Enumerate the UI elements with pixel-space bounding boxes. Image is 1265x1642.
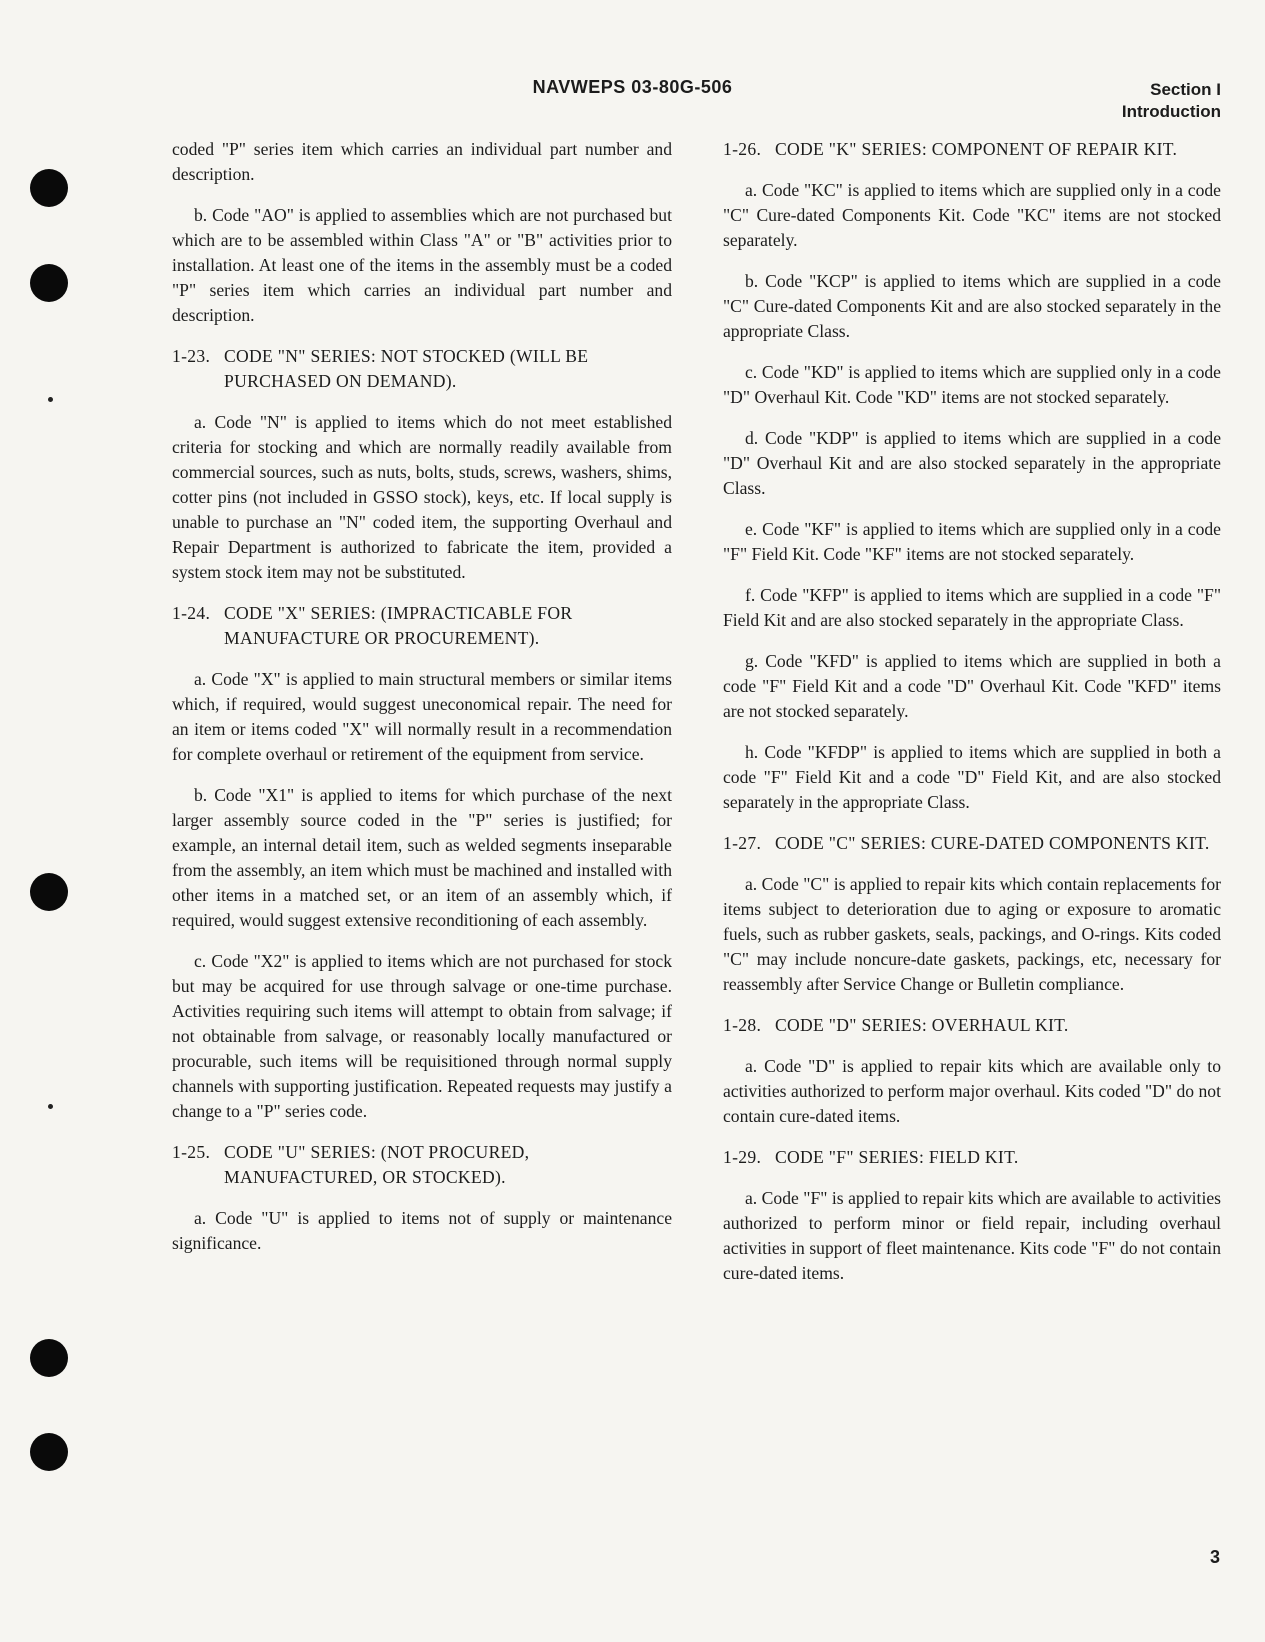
binder-hole — [30, 169, 68, 207]
page-number: 3 — [1209, 1547, 1220, 1567]
paragraph: a. Code "N" is applied to items which do not meet established criteria for stocking and which are normally readily available from commercial sources, such as nuts, bolts, studs, screws, washers, shims, cotter pins (not included in GSSO stock), keys, etc. If local supply is unable to purchase an "N" coded item, the supporting Overhaul and Repair Department is authorized to fabricate the item, provided a system stock item may not be substituted. — [172, 412, 672, 582]
section-heading-1-25 — [172, 1140, 672, 1190]
binder-hole — [30, 873, 68, 911]
section-heading-1-28 — [723, 1013, 1221, 1038]
heading-number: 1-28. — [723, 1015, 762, 1035]
heading-number: 1-23. — [172, 346, 211, 366]
heading-text: CODE "F" SERIES: FIELD KIT. — [775, 1147, 1019, 1167]
section-heading-1-26 — [723, 137, 1221, 162]
binder-dot — [48, 1104, 53, 1109]
section-label: Section I — [1150, 80, 1221, 99]
heading-number: 1-27. — [723, 833, 762, 853]
paragraph: a. Code "X" is applied to main structural members or similar items which, if required, would suggest uneconomical repair. The need for an item or items coded "X" will normally result in a recommendation for complete overhaul or retirement of the equipment from service. — [172, 669, 672, 764]
heading-text: CODE "C" SERIES: CURE-DATED COMPONENTS KIT. — [775, 833, 1210, 853]
heading-text: CODE "K" SERIES: COMPONENT OF REPAIR KIT. — [775, 139, 1178, 159]
right-column — [723, 137, 1221, 1302]
heading-text: CODE "N" SERIES: NOT STOCKED (WILL BE PURCHASED ON DEMAND). — [224, 346, 589, 391]
heading-text: CODE "D" SERIES: OVERHAUL KIT. — [775, 1015, 1069, 1035]
section-heading-1-29 — [723, 1145, 1221, 1170]
section-heading-1-27 — [723, 831, 1221, 856]
paragraph: b. Code "X1" is applied to items for which purchase of the next larger assembly source coded in the "P" series is justified; for example, an internal detail item, such as welded segments inseparable from the assembly, an item which must be machined and installed with other items in a matched set, or an item of an assembly which, if required, would suggest extensive reconditioning of each assembly. — [172, 785, 672, 930]
paragraph: f. Code "KFP" is applied to items which are supplied in a code "F" Field Kit and are also stocked separately in the appropriate Class. — [723, 585, 1221, 630]
binder-hole — [30, 1433, 68, 1471]
heading-text: CODE "X" SERIES: (IMPRACTICABLE FOR MANUFACTURE OR PROCUREMENT). — [224, 603, 573, 648]
heading-number: 1-24. — [172, 603, 211, 623]
paragraph: h. Code "KFDP" is applied to items which are supplied in both a code "F" Field Kit and a code "D" Field Kit, and are also stocked separately in the appropriate Class. — [723, 742, 1221, 812]
paragraph: a. Code "U" is applied to items not of supply or maintenance significance. — [172, 1208, 672, 1253]
heading-number: 1-29. — [723, 1147, 762, 1167]
paragraph: b. Code "KCP" is applied to items which are supplied in a code "C" Cure-dated Components Kit and are also stocked separately in the appropriate Class. — [723, 271, 1221, 341]
document-number: NAVWEPS 03-80G-506 — [532, 77, 733, 97]
paragraph: g. Code "KFD" is applied to items which are supplied in both a code "F" Field Kit and a code "D" Overhaul Kit. Code "KFD" items are not stocked separately. — [723, 651, 1221, 721]
section-heading-1-24 — [172, 601, 672, 651]
binder-hole — [30, 1339, 68, 1377]
section-title: Introduction — [1121, 102, 1221, 121]
binder-dot — [48, 397, 53, 402]
section-header — [1122, 79, 1221, 123]
paragraph: b. Code "AO" is applied to assemblies which are not purchased but which are to be assembled within Class "A" or "B" activities prior to installation. At least one of the items in the assembly must be a coded "P" series item which carries an individual part number and description. — [172, 205, 672, 325]
paragraph: c. Code "X2" is applied to items which are not purchased for stock but may be acquired for use through salvage or one-time purchase. Activities requiring such items will attempt to obtain from salvage; if not obtainable from salvage, or reasonably locally manufactured or procurable, such items will be requisitioned through normal supply channels with supporting justification. Repeated requests may justify a change to a "P" series code. — [172, 951, 672, 1121]
paragraph: e. Code "KF" is applied to items which are supplied only in a code "F" Field Kit. Code "KF" items are not stocked separately. — [723, 519, 1221, 564]
paragraph: a. Code "KC" is applied to items which are supplied only in a code "C" Cure-dated Components Kit. Code "KC" items are not stocked separately. — [723, 180, 1221, 250]
paragraph: a. Code "C" is applied to repair kits which contain replacements for items subject to deterioration due to aging or exposure to aromatic fuels, such as rubber gaskets, seals, packings, and O-rings. Kits coded "C" may include noncure-date gaskets, packings, etc, necessary for reassembly after Service Change or Bulletin compliance. — [723, 874, 1221, 994]
paragraph: a. Code "D" is applied to repair kits which are available only to activities authorized to perform major overhaul. Kits coded "D" do not contain cure-dated items. — [723, 1056, 1221, 1126]
paragraph: d. Code "KDP" is applied to items which are supplied in a code "D" Overhaul Kit and are also stocked separately in the appropriate Class. — [723, 428, 1221, 498]
paragraph: a. Code "F" is applied to repair kits which are available to activities authorized to perform minor or field repair, including overhaul activities in support of fleet maintenance. Kits code "F" do not contain cure-dated items. — [723, 1188, 1221, 1283]
heading-number: 1-25. — [172, 1142, 211, 1162]
paragraph: coded "P" series item which carries an individual part number and description. — [172, 139, 672, 184]
binder-hole — [30, 264, 68, 302]
heading-number: 1-26. — [723, 139, 762, 159]
heading-text: CODE "U" SERIES: (NOT PROCURED, MANUFACTURED, OR STOCKED). — [224, 1142, 530, 1187]
left-column — [172, 137, 672, 1272]
section-heading-1-23 — [172, 344, 672, 394]
paragraph: c. Code "KD" is applied to items which are supplied only in a code "D" Overhaul Kit. Code "KD" items are not stocked separately. — [723, 362, 1221, 407]
